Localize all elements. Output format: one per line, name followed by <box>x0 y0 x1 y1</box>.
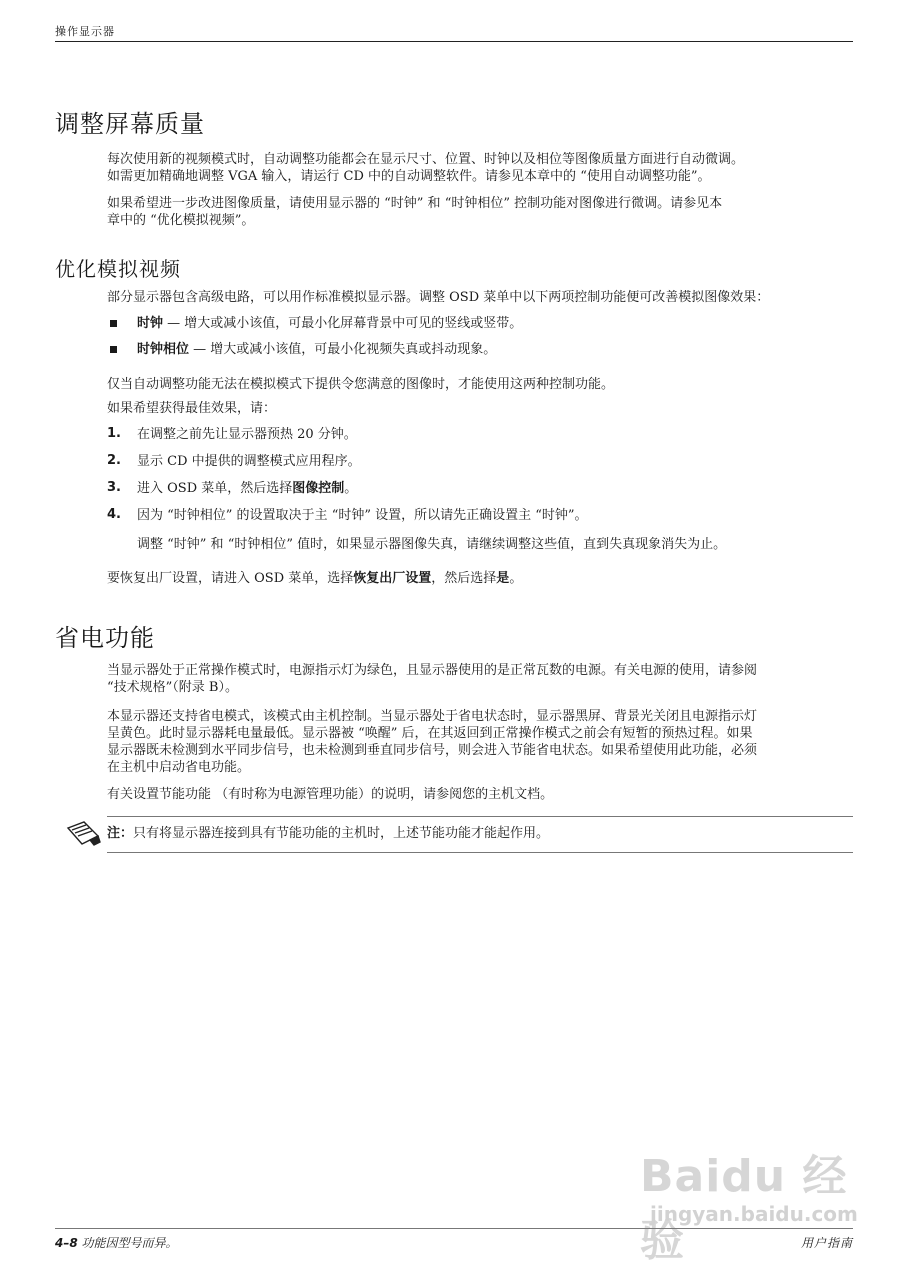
text-line: 本显示器还支持省电模式，该模式由主机控制。当显示器处于省电状态时，显示器黑屏、背景光关闭且电源指示灯 <box>107 709 758 724</box>
text-line: 如需更加精确地调整 VGA 输入，请运行 CD 中的自动调整软件。请参见本章中的 “使用自动调整功能”。 <box>107 169 711 184</box>
text-line: 显示器既未检测到水平同步信号，也未检测到垂直同步信号，则会进入节能省电状态。如果希望使用此功能，必须 <box>107 743 758 758</box>
text: ，然后选择 <box>431 571 497 586</box>
paragraph <box>107 195 827 229</box>
footer-note: 功能因型号而异。 <box>77 1236 178 1250</box>
section-title-analog-video: 优化模拟视频 <box>55 257 181 281</box>
note-body: 只有将显示器连接到具有节能功能的主机时，上述节能功能才能起作用。 <box>133 826 550 841</box>
running-header: 操作显示器 <box>55 25 115 38</box>
bullet-item <box>137 341 496 358</box>
step-text <box>137 480 357 497</box>
step-text: 因为 “时钟相位” 的设置取决于主 “时钟” 设置，所以请先正确设置主 “时钟”。 <box>137 508 588 523</box>
paragraph <box>107 151 827 185</box>
menu-term-image-control: 图像控制 <box>292 481 345 496</box>
watermark-logo-text: Baidu 经验 <box>640 1151 848 1266</box>
step-text-post: 。 <box>344 481 358 496</box>
bullet-text: — 增大或减小该值，可最小化屏幕背景中可见的竖线或竖带。 <box>163 316 523 331</box>
step-number: 3. <box>107 480 121 495</box>
bullet-square <box>110 346 117 353</box>
text: 。 <box>509 571 523 586</box>
section-title-power-saving: 省电功能 <box>55 624 155 652</box>
step-text-pre: 进入 OSD 菜单，然后选择 <box>137 481 293 496</box>
note-text <box>107 822 549 841</box>
paragraph: 仅当自动调整功能无法在模拟模式下提供令您满意的图像时，才能使用这两种控制功能。 <box>107 377 615 392</box>
note-rule-top <box>107 816 853 817</box>
paragraph: 如果希望获得最佳效果，请： <box>107 401 277 416</box>
step-number: 1. <box>107 426 121 441</box>
text-line: 当显示器处于正常操作模式时，电源指示灯为绿色，且显示器使用的是正常瓦数的电源。有关电源的使用，请参阅 <box>107 663 758 678</box>
step-number: 2. <box>107 453 121 468</box>
text-line: “技术规格”（附录 B）。 <box>107 680 238 695</box>
step-number: 4. <box>107 507 121 522</box>
paragraph: 部分显示器包含高级电路，可以用作标准模拟显示器。调整 OSD 菜单中以下两项控制功能便可改善模拟图像效果： <box>107 290 770 305</box>
section-title-screen-quality: 调整屏幕质量 <box>55 110 205 138</box>
footer-left <box>55 1234 178 1251</box>
watermark-url: jingyan.baidu.com <box>650 1202 858 1226</box>
menu-term-yes: 是 <box>496 571 510 586</box>
footer-doc-title: 用户指南 <box>800 1236 853 1250</box>
page-number: 4–8 <box>55 1236 78 1250</box>
note-rule-bottom <box>107 852 853 853</box>
text-line: 在主机中启动省电功能。 <box>107 760 251 775</box>
pencil-note-icon <box>64 818 102 848</box>
text: 要恢复出厂设置，请进入 OSD 菜单，选择 <box>107 571 354 586</box>
paragraph <box>107 708 827 776</box>
step-subtext: 调整 “时钟” 和 “时钟相位” 值时，如果显示器图像失真，请继续调整这些值，直到失真现象消失为止。 <box>137 537 727 552</box>
header-rule <box>55 41 853 42</box>
text-line: 如果希望进一步改进图像质量，请使用显示器的 “时钟” 和 “时钟相位” 控制功能对图像进行微调。请参见本 <box>107 196 723 211</box>
footer-rule <box>55 1228 853 1229</box>
paragraph: 有关设置节能功能 （有时称为电源管理功能）的说明，请参阅您的主机文档。 <box>107 787 554 802</box>
step-text: 显示 CD 中提供的调整模式应用程序。 <box>137 454 361 469</box>
paragraph <box>107 662 827 696</box>
step-text: 在调整之前先让显示器预热 20 分钟。 <box>137 427 357 442</box>
text-line: 每次使用新的视频模式时，自动调整功能都会在显示尺寸、位置、时钟以及相位等图像质量方面进行自动微调。 <box>107 152 745 167</box>
bullet-square <box>110 320 117 327</box>
note-label: 注： <box>107 826 134 841</box>
text-line: 呈黄色。此时显示器耗电量最低。显示器被 “唤醒” 后，在其返回到正常操作模式之前会有短暂的预热过程。如果 <box>107 726 753 741</box>
bullet-term: 时钟 <box>137 316 164 331</box>
bullet-term: 时钟相位 <box>137 342 190 357</box>
bullet-item <box>137 315 522 332</box>
bullet-text: — 增大或减小该值，可最小化视频失真或抖动现象。 <box>189 342 497 357</box>
menu-term-factory-reset: 恢复出厂设置 <box>353 571 432 586</box>
paragraph <box>107 570 827 587</box>
text-line: 章中的 “优化模拟视频”。 <box>107 213 255 228</box>
